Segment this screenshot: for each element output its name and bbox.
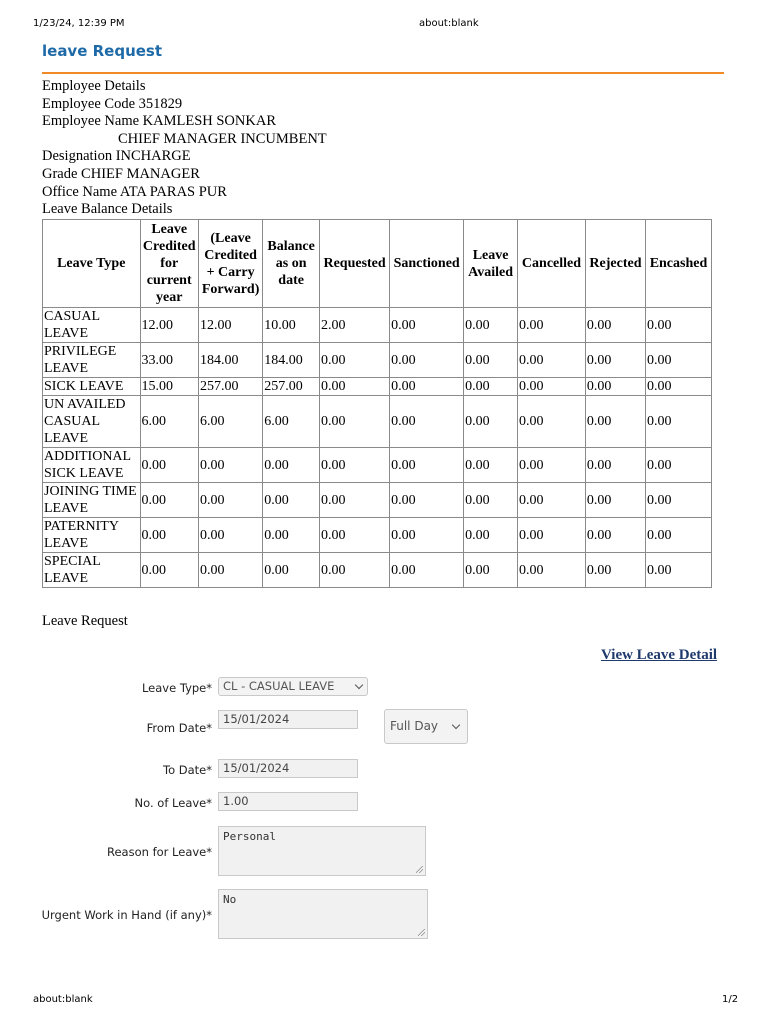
col-requested: Requested — [320, 220, 390, 308]
table-cell: 0.00 — [390, 448, 464, 483]
leave-balance-body — [43, 308, 712, 588]
table-cell: 6.00 — [198, 396, 262, 448]
table-cell: 0.00 — [645, 378, 711, 396]
table-cell: 0.00 — [263, 483, 320, 518]
print-url: about:blank — [419, 18, 479, 29]
table-cell: 0.00 — [585, 448, 645, 483]
page-title: leave Request — [42, 42, 163, 60]
reason-value: Personal — [223, 830, 276, 843]
reason-textarea[interactable] — [218, 826, 426, 876]
table-cell: 0.00 — [320, 448, 390, 483]
table-row — [43, 553, 712, 588]
leave-type-label: Leave Type* — [141, 681, 212, 695]
table-cell: 0.00 — [645, 396, 711, 448]
col-leave-type: Leave Type — [43, 220, 141, 308]
table-cell: 257.00 — [198, 378, 262, 396]
table-cell: 0.00 — [645, 308, 711, 343]
table-cell: 0.00 — [585, 343, 645, 378]
table-cell: 33.00 — [140, 343, 198, 378]
leave-balance-table — [42, 219, 712, 588]
col-credited-current-year: Leave Credited for current year — [140, 220, 198, 308]
table-row — [43, 378, 712, 396]
print-footer-url: about:blank — [33, 994, 93, 1005]
leave-type-cell: SPECIAL LEAVE — [43, 553, 141, 588]
chevron-down-icon — [355, 681, 363, 689]
table-row — [43, 518, 712, 553]
table-cell: 0.00 — [645, 483, 711, 518]
to-date-input[interactable]: 15/01/2024 — [218, 759, 358, 778]
table-cell: 0.00 — [585, 518, 645, 553]
col-rejected: Rejected — [585, 220, 645, 308]
leave-balance-heading: Leave Balance Details — [42, 201, 173, 218]
employee-details — [42, 78, 732, 219]
table-cell: 0.00 — [585, 378, 645, 396]
table-cell: 0.00 — [518, 308, 586, 343]
table-cell: 0.00 — [518, 448, 586, 483]
table-cell: 0.00 — [390, 308, 464, 343]
table-cell: 0.00 — [198, 518, 262, 553]
table-cell: 0.00 — [585, 483, 645, 518]
to-date-label: To Date* — [163, 763, 212, 777]
table-cell: 0.00 — [645, 448, 711, 483]
table-cell: 0.00 — [585, 308, 645, 343]
leave-type-cell: CASUAL LEAVE — [43, 308, 141, 343]
leave-type-cell: SICK LEAVE — [43, 378, 141, 396]
table-cell: 0.00 — [464, 378, 518, 396]
resize-handle-icon[interactable] — [418, 929, 425, 936]
table-cell: 2.00 — [320, 308, 390, 343]
leave-type-cell: ADDITIONAL SICK LEAVE — [43, 448, 141, 483]
table-row — [43, 448, 712, 483]
table-cell: 0.00 — [464, 553, 518, 588]
employee-grade: Grade CHIEF MANAGER — [42, 165, 200, 182]
table-cell: 0.00 — [464, 483, 518, 518]
title-divider — [42, 72, 724, 74]
from-date-label: From Date* — [146, 721, 212, 735]
table-cell: 257.00 — [263, 378, 320, 396]
table-cell: 10.00 — [263, 308, 320, 343]
table-cell: 0.00 — [140, 448, 198, 483]
table-cell: 0.00 — [645, 343, 711, 378]
table-cell: 0.00 — [464, 448, 518, 483]
table-cell: 0.00 — [390, 553, 464, 588]
day-type-value: Full Day — [390, 719, 439, 733]
page-number: 1/2 — [722, 994, 739, 1005]
table-cell: 184.00 — [198, 343, 262, 378]
table-header-row — [43, 220, 712, 308]
table-cell: 15.00 — [140, 378, 198, 396]
employee-name: Employee Name KAMLESH SONKAR — [42, 113, 276, 130]
employee-details-heading: Employee Details — [42, 78, 146, 94]
table-cell: 0.00 — [198, 483, 262, 518]
table-cell: 12.00 — [198, 308, 262, 343]
table-row — [43, 308, 712, 343]
table-cell: 0.00 — [140, 483, 198, 518]
leave-request-heading: Leave Request — [42, 613, 128, 629]
col-sanctioned: Sanctioned — [390, 220, 464, 308]
employee-code: Employee Code 351829 — [42, 95, 183, 112]
table-cell: 0.00 — [585, 396, 645, 448]
table-cell: 0.00 — [140, 553, 198, 588]
table-cell: 0.00 — [464, 308, 518, 343]
table-row — [43, 343, 712, 378]
table-cell: 0.00 — [518, 483, 586, 518]
print-timestamp: 1/23/24, 12:39 PM — [33, 18, 125, 29]
table-cell: 0.00 — [198, 448, 262, 483]
table-cell: 0.00 — [320, 518, 390, 553]
chevron-down-icon — [452, 721, 460, 729]
print-header — [0, 18, 768, 32]
employee-designation: Designation INCHARGE — [42, 148, 191, 165]
leave-type-cell: PATERNITY LEAVE — [43, 518, 141, 553]
table-cell: 0.00 — [390, 378, 464, 396]
urgent-work-textarea[interactable] — [218, 889, 428, 939]
table-cell: 0.00 — [320, 378, 390, 396]
leave-type-value: CL - CASUAL LEAVE — [223, 679, 335, 693]
table-cell: 0.00 — [263, 448, 320, 483]
table-cell: 0.00 — [464, 518, 518, 553]
resize-handle-icon[interactable] — [416, 866, 423, 873]
table-cell: 12.00 — [140, 308, 198, 343]
col-leave-availed: Leave Availed — [464, 220, 518, 308]
table-cell: 0.00 — [140, 518, 198, 553]
from-date-input[interactable]: 15/01/2024 — [218, 710, 358, 729]
table-row — [43, 483, 712, 518]
table-cell: 6.00 — [263, 396, 320, 448]
table-cell: 0.00 — [518, 396, 586, 448]
table-cell: 0.00 — [320, 553, 390, 588]
table-cell: 0.00 — [518, 518, 586, 553]
col-credited-carry-forward: (Leave Credited + Carry Forward) — [198, 220, 262, 308]
urgent-work-value: No — [223, 893, 237, 906]
no-of-leave-input[interactable]: 1.00 — [218, 792, 358, 811]
table-cell: 0.00 — [464, 396, 518, 448]
view-leave-detail-link[interactable]: View Leave Detail — [601, 647, 718, 663]
leave-type-cell: JOINING TIME LEAVE — [43, 483, 141, 518]
table-cell: 0.00 — [518, 553, 586, 588]
table-cell: 0.00 — [464, 343, 518, 378]
leave-type-select[interactable] — [218, 677, 368, 696]
no-of-leave-label: No. of Leave* — [134, 796, 212, 810]
table-cell: 0.00 — [320, 396, 390, 448]
leave-type-cell: UN AVAILED CASUAL LEAVE — [43, 396, 141, 448]
col-cancelled: Cancelled — [518, 220, 586, 308]
reason-label: Reason for Leave* — [107, 845, 212, 859]
table-row — [43, 396, 712, 448]
print-footer — [0, 994, 768, 1008]
leave-type-cell: PRIVILEGE LEAVE — [43, 343, 141, 378]
table-cell: 0.00 — [645, 518, 711, 553]
col-encashed: Encashed — [645, 220, 711, 308]
table-cell: 0.00 — [320, 483, 390, 518]
table-cell: 0.00 — [390, 483, 464, 518]
urgent-work-label: Urgent Work in Hand (if any)* — [41, 908, 212, 922]
table-cell: 0.00 — [390, 343, 464, 378]
table-cell: 184.00 — [263, 343, 320, 378]
col-balance-as-on-date: Balance as on date — [263, 220, 320, 308]
table-cell: 0.00 — [518, 378, 586, 396]
table-cell: 0.00 — [585, 553, 645, 588]
table-cell: 0.00 — [320, 343, 390, 378]
table-cell: 0.00 — [390, 396, 464, 448]
employee-name-continued: CHIEF MANAGER INCUMBENT — [118, 130, 327, 147]
table-cell: 0.00 — [390, 518, 464, 553]
table-cell: 0.00 — [263, 553, 320, 588]
table-cell: 0.00 — [518, 343, 586, 378]
table-cell: 0.00 — [645, 553, 711, 588]
table-cell: 0.00 — [198, 553, 262, 588]
table-cell: 0.00 — [263, 518, 320, 553]
day-type-select[interactable] — [384, 709, 468, 744]
table-cell: 6.00 — [140, 396, 198, 448]
employee-office: Office Name ATA PARAS PUR — [42, 183, 227, 200]
